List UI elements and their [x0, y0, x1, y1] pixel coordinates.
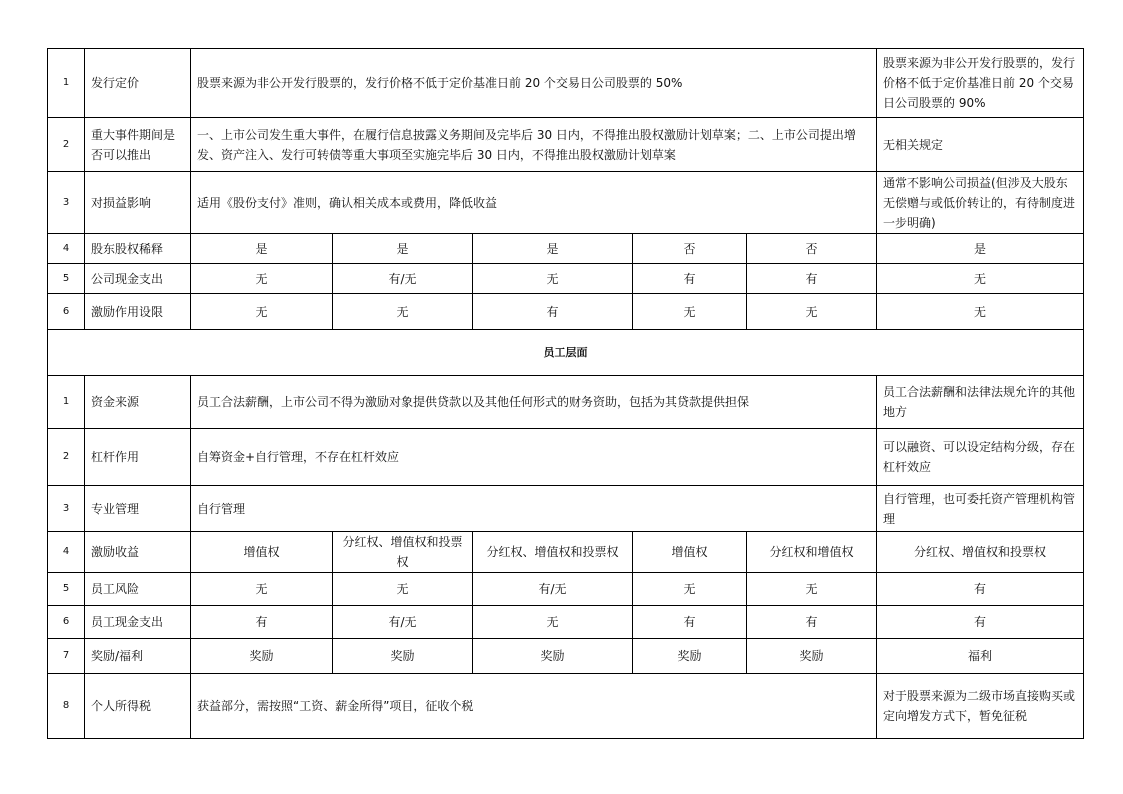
table-row: [48, 118, 1084, 172]
row-right-note: 自行管理，也可委托资产管理机构管理: [877, 486, 1084, 532]
table-row: [48, 573, 1084, 606]
value-cell: 无: [633, 294, 747, 330]
value-cell: 无: [191, 294, 333, 330]
table-row: [48, 172, 1084, 234]
value-cell: 是: [333, 234, 473, 264]
value-cell: 否: [747, 234, 877, 264]
value-cell: 无: [473, 606, 633, 639]
value-cell: 是: [877, 234, 1084, 264]
row-description: 自行管理: [191, 486, 877, 532]
value-cell: 无: [877, 264, 1084, 294]
value-cell: 无: [191, 573, 333, 606]
row-item-name: 专业管理: [85, 486, 191, 532]
value-cell: 无: [191, 264, 333, 294]
table-row: [48, 234, 1084, 264]
row-number: 4: [48, 532, 85, 573]
table-row: [48, 532, 1084, 573]
row-number: 7: [48, 639, 85, 674]
value-cell: 无: [747, 294, 877, 330]
value-cell: 增值权: [191, 532, 333, 573]
row-item-name: 公司现金支出: [85, 264, 191, 294]
row-item-name: 个人所得税: [85, 674, 191, 739]
row-right-note: 股票来源为非公开发行股票的，发行价格不低于定价基准日前 20 个交易日公司股票的 90%: [877, 49, 1084, 118]
row-description: 获益部分，需按照“工资、薪金所得”项目，征收个税: [191, 674, 877, 739]
value-cell: 分红权和增值权: [747, 532, 877, 573]
comparison-table: [47, 48, 1084, 739]
table-row: [48, 429, 1084, 486]
row-item-name: 对损益影响: [85, 172, 191, 234]
section-title: 员工层面: [48, 330, 1084, 376]
row-number: 8: [48, 674, 85, 739]
value-cell: 有: [747, 606, 877, 639]
value-cell: 奖励: [191, 639, 333, 674]
value-cell: 有: [191, 606, 333, 639]
row-item-name: 股东股权稀释: [85, 234, 191, 264]
value-cell: 有/无: [473, 573, 633, 606]
row-item-name: 重大事件期间是否可以推出: [85, 118, 191, 172]
row-item-name: 杠杆作用: [85, 429, 191, 486]
table-row: [48, 49, 1084, 118]
value-cell: 奖励: [333, 639, 473, 674]
value-cell: 奖励: [633, 639, 747, 674]
value-cell: 无: [747, 573, 877, 606]
table-row: [48, 486, 1084, 532]
table-row: [48, 639, 1084, 674]
row-item-name: 员工现金支出: [85, 606, 191, 639]
value-cell: 有: [633, 264, 747, 294]
row-right-note: 可以融资、可以设定结构分级，存在杠杆效应: [877, 429, 1084, 486]
value-cell: 分红权、增值权和投票权: [473, 532, 633, 573]
value-cell: 有/无: [333, 264, 473, 294]
row-item-name: 员工风险: [85, 573, 191, 606]
row-description: 员工合法薪酬，上市公司不得为激励对象提供贷款以及其他任何形式的财务资助，包括为其贷款提供担保: [191, 376, 877, 429]
row-number: 2: [48, 429, 85, 486]
row-number: 3: [48, 486, 85, 532]
table-row: [48, 264, 1084, 294]
value-cell: 奖励: [747, 639, 877, 674]
row-number: 3: [48, 172, 85, 234]
row-right-note: 通常不影响公司损益(但涉及大股东无偿赠与或低价转让的，有待制度进一步明确): [877, 172, 1084, 234]
value-cell: 否: [633, 234, 747, 264]
table-row: [48, 294, 1084, 330]
value-cell: 分红权、增值权和投票权: [877, 532, 1084, 573]
value-cell: 增值权: [633, 532, 747, 573]
table-row: [48, 606, 1084, 639]
value-cell: 是: [191, 234, 333, 264]
value-cell: 有: [473, 294, 633, 330]
value-cell: 有: [877, 606, 1084, 639]
row-number: 6: [48, 294, 85, 330]
value-cell: 有: [747, 264, 877, 294]
row-description: 一、上市公司发生重大事件，在履行信息披露义务期间及完毕后 30 日内，不得推出股权激励计划草案；二、上市公司提出增发、资产注入、发行可转债等重大事项至实施完毕后 30 日内，不得推出股权激励计划草案: [191, 118, 877, 172]
value-cell: 无: [333, 573, 473, 606]
value-cell: 无: [333, 294, 473, 330]
value-cell: 是: [473, 234, 633, 264]
row-item-name: 激励作用设限: [85, 294, 191, 330]
row-number: 6: [48, 606, 85, 639]
row-description: 股票来源为非公开发行股票的，发行价格不低于定价基准日前 20 个交易日公司股票的 50%: [191, 49, 877, 118]
row-item-name: 奖励/福利: [85, 639, 191, 674]
value-cell: 有/无: [333, 606, 473, 639]
value-cell: 有: [877, 573, 1084, 606]
value-cell: 分红权、增值权和投票权: [333, 532, 473, 573]
value-cell: 有: [633, 606, 747, 639]
section-header-row: [48, 330, 1084, 376]
table-row: [48, 674, 1084, 739]
row-number: 4: [48, 234, 85, 264]
table-row: [48, 376, 1084, 429]
row-right-note: 对于股票来源为二级市场直接购买或定向增发方式下，暂免征税: [877, 674, 1084, 739]
row-right-note: 员工合法薪酬和法律法规允许的其他地方: [877, 376, 1084, 429]
row-number: 5: [48, 573, 85, 606]
row-item-name: 激励收益: [85, 532, 191, 573]
value-cell: 无: [633, 573, 747, 606]
row-item-name: 资金来源: [85, 376, 191, 429]
row-item-name: 发行定价: [85, 49, 191, 118]
value-cell: 无: [877, 294, 1084, 330]
row-number: 5: [48, 264, 85, 294]
row-number: 1: [48, 376, 85, 429]
row-right-note: 无相关规定: [877, 118, 1084, 172]
row-number: 1: [48, 49, 85, 118]
row-description: 自筹资金+自行管理，不存在杠杆效应: [191, 429, 877, 486]
row-description: 适用《股份支付》准则，确认相关成本或费用，降低收益: [191, 172, 877, 234]
value-cell: 奖励: [473, 639, 633, 674]
value-cell: 福利: [877, 639, 1084, 674]
row-number: 2: [48, 118, 85, 172]
value-cell: 无: [473, 264, 633, 294]
